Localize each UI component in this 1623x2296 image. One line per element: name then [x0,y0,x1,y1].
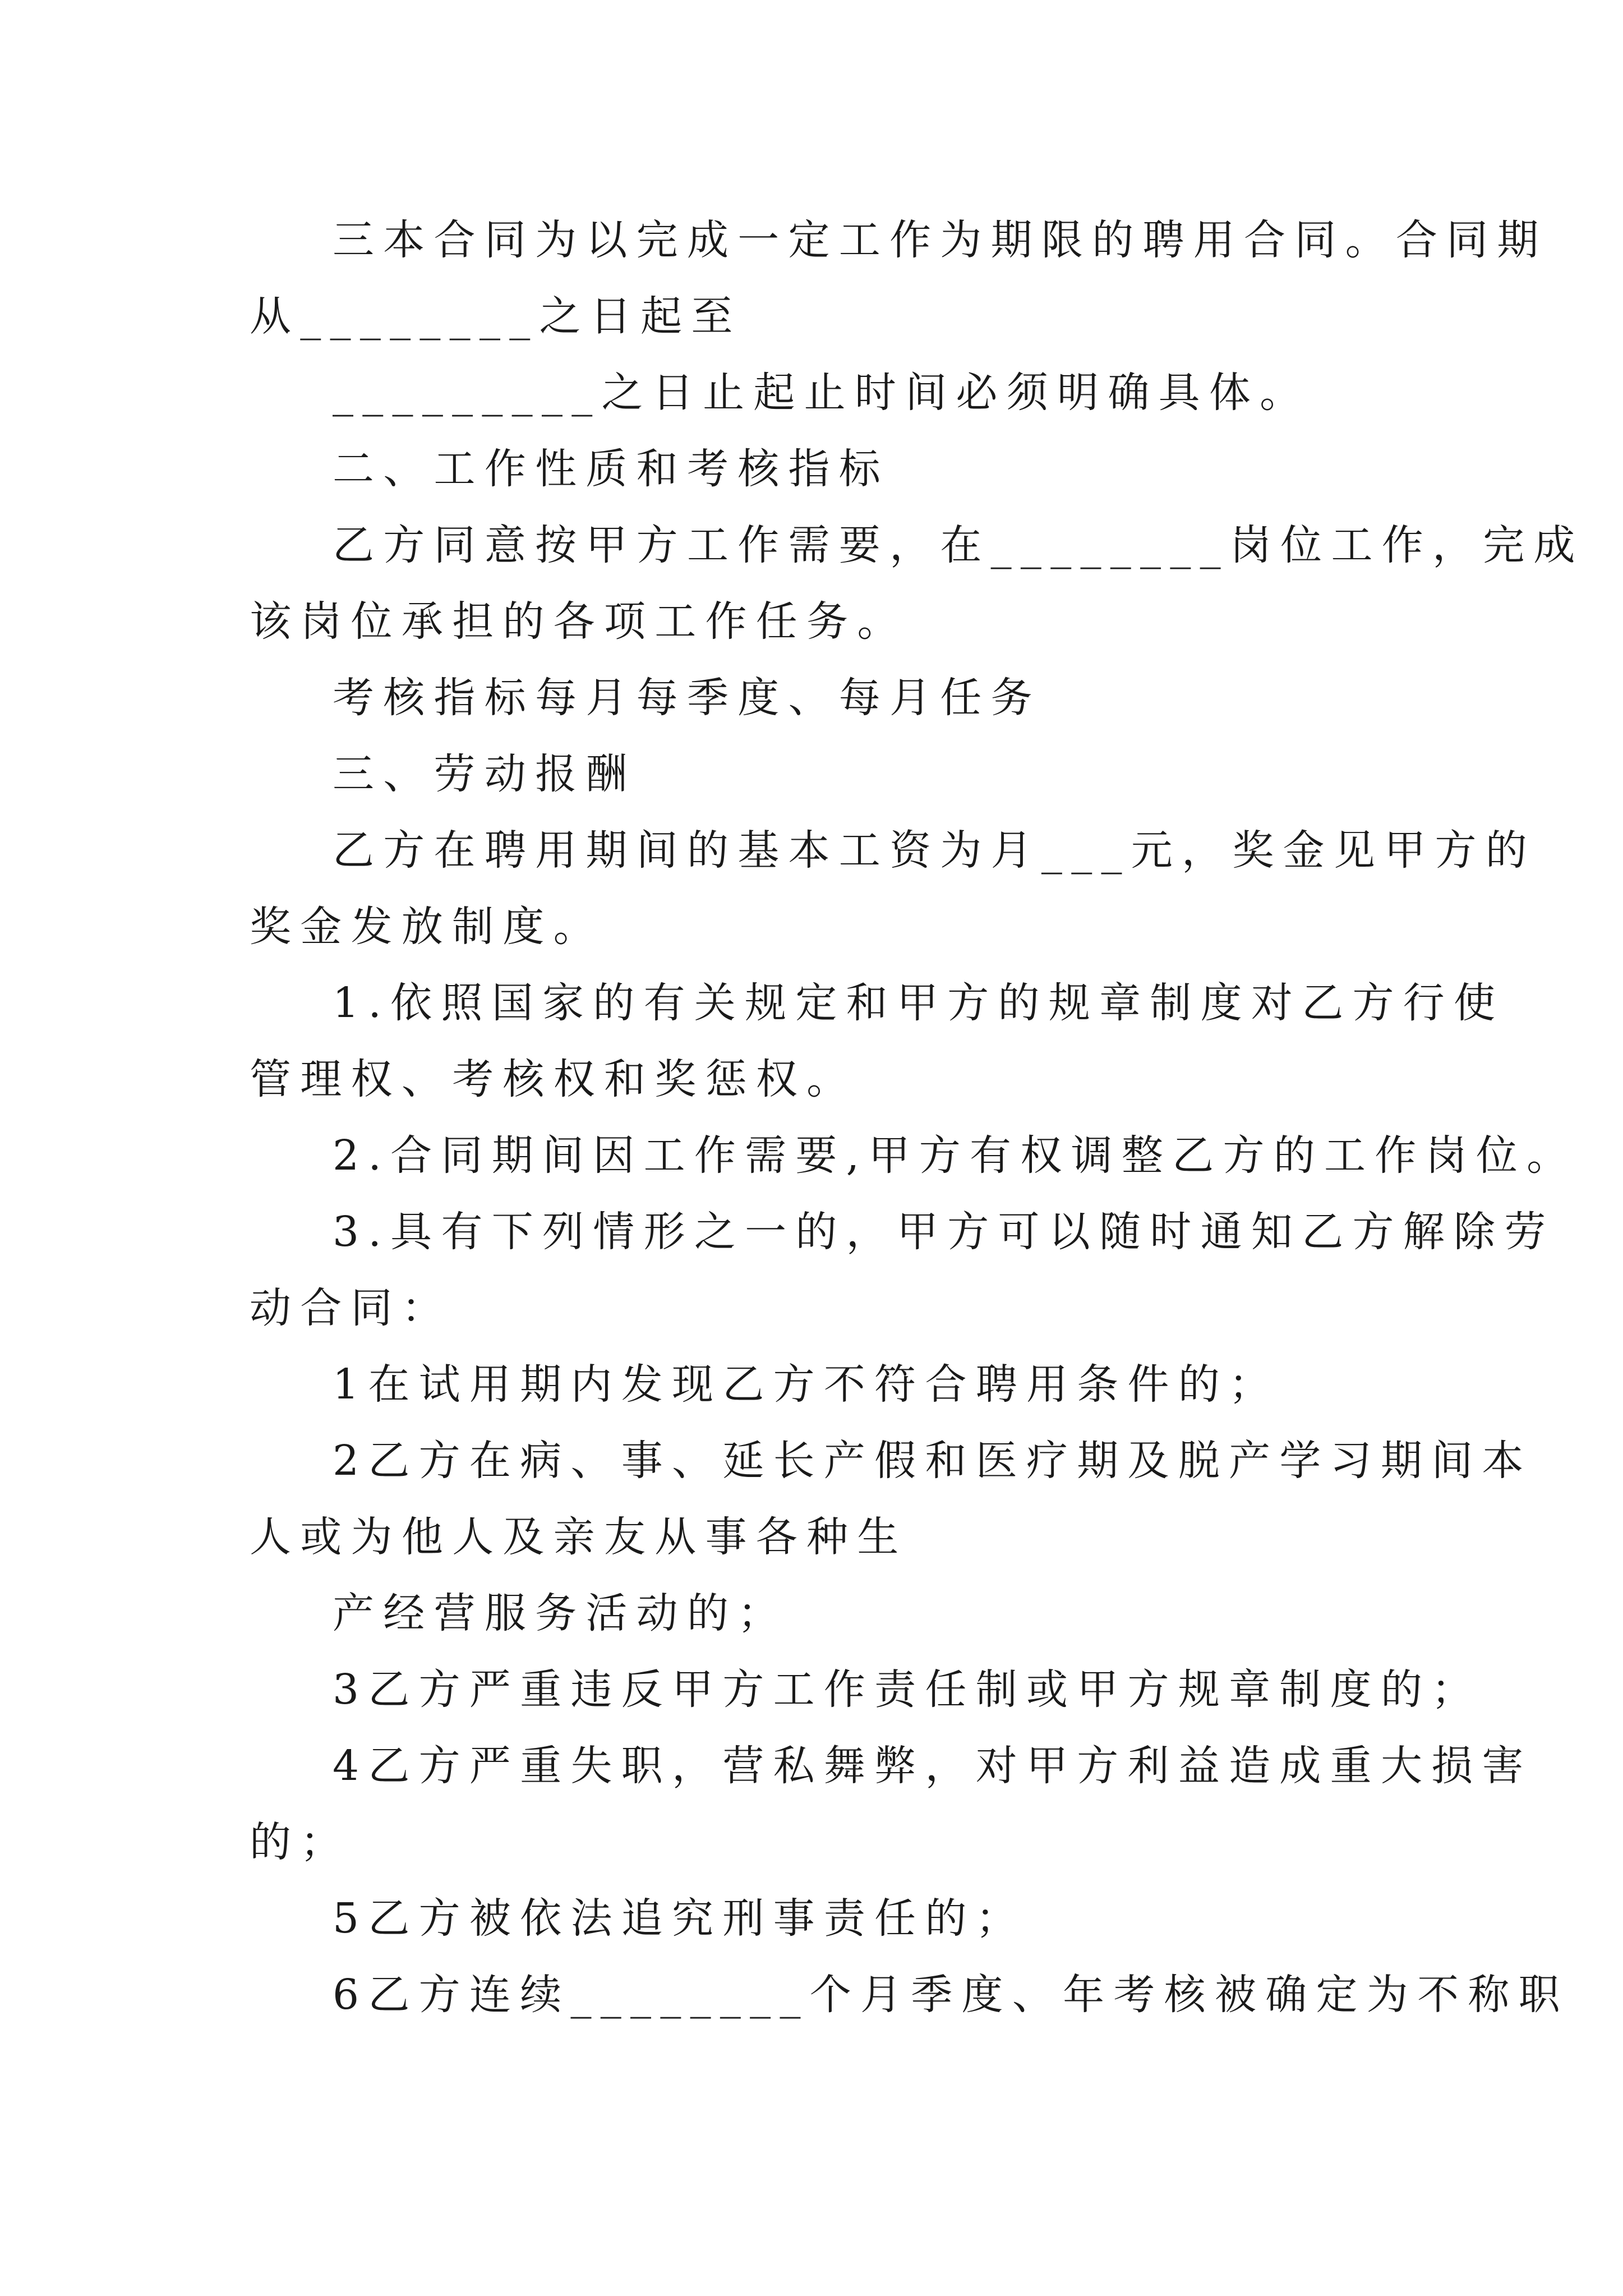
text-line: 6乙方连续________个月季度、年考核被确定为不称职 [333,1971,1569,2019]
text-line: 考核指标每月每季度、每月任务 [333,674,1041,722]
text-line: 管理权、考核权和奖惩权。 [250,1055,857,1103]
text-line: 2乙方在病、事、延长产假和医疗期及脱产学习期间本 [333,1437,1533,1485]
text-line: 4乙方严重失职，营私舞弊，对甲方利益造成重大损害 [333,1742,1533,1790]
section-heading: 二、工作性质和考核指标 [333,445,890,493]
text-line: 产经营服务活动的； [333,1589,789,1637]
section-heading: 三、劳动报酬 [333,750,637,798]
text-line: 从________之日起至 [250,292,742,341]
text-line: 人或为他人及亲友从事各种生 [250,1513,908,1561]
document-body [250,202,1584,2033]
text-line: 三本合同为以完成一定工作为期限的聘用合同。合同期 [333,216,1548,264]
text-line: 1在试用期内发现乙方不符合聘用条件的； [333,1360,1280,1409]
text-line: 3乙方严重违反甲方工作责任制或甲方规章制度的； [333,1665,1482,1714]
text-line: 该岗位承担的各项工作任务。 [250,597,908,646]
text-line: 奖金发放制度。 [250,903,604,951]
text-line: 1.依照国家的有关规定和甲方的规章制度对乙方行使 [333,979,1505,1027]
text-line: 乙方在聘用期间的基本工资为月___元，奖金见甲方的 [333,826,1536,875]
text-line: 3.具有下列情形之一的，甲方可以随时通知乙方解除劳 [333,1208,1555,1256]
text-line: 乙方同意按甲方工作需要，在________岗位工作，完成 [333,521,1584,569]
text-line: 的； [250,1818,351,1866]
text-line: 动合同： [250,1284,453,1332]
text-line: 2.合同期间因工作需要,甲方有权调整乙方的工作岗位。 [333,1131,1578,1180]
text-line: 5乙方被依法追究刑事责任的； [333,1894,1026,1943]
text-line: _________之日止起止时间必须明确具体。 [333,369,1311,417]
